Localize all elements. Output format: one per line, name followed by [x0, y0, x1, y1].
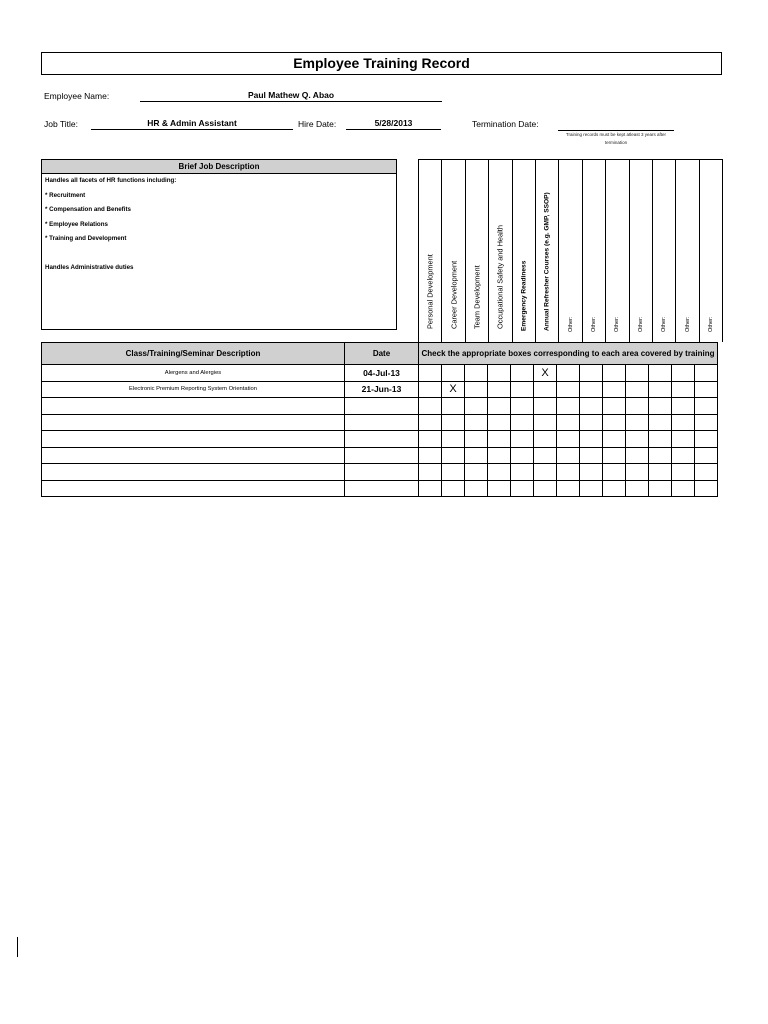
check-cell[interactable] [580, 398, 603, 415]
check-cell[interactable] [626, 464, 649, 481]
category-header [675, 159, 699, 342]
check-cell[interactable] [695, 381, 718, 398]
check-cell[interactable] [488, 398, 511, 415]
check-cell[interactable] [419, 414, 442, 431]
training-description-cell[interactable] [42, 464, 345, 481]
check-cell[interactable] [419, 381, 442, 398]
job-description-line: * Training and Development [45, 235, 127, 242]
check-cell[interactable] [511, 365, 534, 382]
check-cell[interactable]: X [534, 365, 557, 382]
check-cell[interactable]: X [442, 381, 465, 398]
termination-date-label: Termination Date: [472, 119, 539, 129]
check-cell[interactable] [442, 480, 465, 497]
check-cell[interactable] [580, 447, 603, 464]
job-description-line: * Employee Relations [45, 220, 108, 228]
check-cell[interactable] [534, 447, 557, 464]
check-cell[interactable] [672, 464, 695, 481]
retention-note: Training records must be kept atleast 3 years after termination [565, 132, 667, 145]
check-cell[interactable] [511, 414, 534, 431]
check-cell[interactable] [488, 431, 511, 448]
table-row [42, 464, 718, 481]
check-cell[interactable] [695, 464, 718, 481]
check-cell[interactable] [649, 398, 672, 415]
category-label: Other: [614, 316, 621, 332]
table-row [42, 365, 718, 382]
check-cell[interactable] [580, 381, 603, 398]
check-cell[interactable] [465, 464, 488, 481]
check-cell[interactable] [488, 447, 511, 464]
training-description-cell[interactable]: Alergens and Alergies [42, 365, 345, 382]
check-cell[interactable] [580, 414, 603, 431]
category-label: Career Development [449, 260, 459, 329]
check-cell[interactable] [626, 365, 649, 382]
check-cell[interactable] [534, 414, 557, 431]
check-cell[interactable] [672, 431, 695, 448]
check-cell[interactable] [649, 447, 672, 464]
job-description-line: * Compensation and Benefits [45, 206, 131, 213]
check-cell[interactable] [603, 365, 626, 382]
training-date-cell[interactable] [345, 480, 419, 497]
date-column-header: Date [345, 343, 419, 365]
check-cell[interactable] [488, 480, 511, 497]
category-header [582, 159, 606, 342]
table-row [42, 414, 718, 431]
check-cell[interactable] [626, 447, 649, 464]
training-date-cell[interactable] [345, 464, 419, 481]
check-cell[interactable] [419, 480, 442, 497]
job-description-line: Handles all facets of HR functions including: [45, 177, 177, 184]
check-cell[interactable] [557, 431, 580, 448]
category-header [629, 159, 653, 342]
category-label: Other: [637, 316, 644, 332]
check-cell[interactable] [419, 464, 442, 481]
job-description-line [42, 249, 396, 264]
category-label: Other: [661, 316, 668, 332]
check-cell[interactable] [626, 480, 649, 497]
check-cell[interactable] [511, 464, 534, 481]
check-cell[interactable] [419, 431, 442, 448]
employee-name-field[interactable]: Paul Mathew Q. Abao [140, 89, 442, 102]
category-header [441, 159, 465, 342]
check-cell[interactable] [649, 480, 672, 497]
check-cell[interactable] [672, 398, 695, 415]
check-cell[interactable] [626, 381, 649, 398]
training-description-cell[interactable]: Electronic Premium Reporting System Orientation [42, 381, 345, 398]
check-cell[interactable] [626, 414, 649, 431]
category-label: Other: [684, 316, 691, 332]
job-title-label: Job Title: [44, 119, 79, 129]
category-label: Other: [707, 316, 714, 332]
check-cell[interactable] [534, 381, 557, 398]
check-cell[interactable] [557, 480, 580, 497]
category-header [512, 159, 536, 342]
check-cell[interactable] [649, 365, 672, 382]
check-cell[interactable] [695, 447, 718, 464]
check-cell[interactable] [557, 414, 580, 431]
table-row [42, 447, 718, 464]
category-label: Occupational Safety and Health [495, 225, 505, 329]
check-cell[interactable] [465, 398, 488, 415]
table-row [42, 431, 718, 448]
check-cell[interactable] [672, 480, 695, 497]
table-row [42, 398, 718, 415]
check-cell[interactable] [649, 464, 672, 481]
check-cell[interactable] [511, 431, 534, 448]
employee-name-label: Employee Name: [44, 91, 110, 101]
category-header [605, 159, 629, 342]
category-label: Annual Refresher Courses (e.g. GMP, SSOP) [543, 192, 551, 331]
check-cell[interactable] [419, 447, 442, 464]
check-cell[interactable] [511, 381, 534, 398]
category-header [652, 159, 676, 342]
job-description-line: Handles Administrative duties [45, 264, 134, 271]
check-cell[interactable] [488, 414, 511, 431]
check-cell[interactable] [580, 480, 603, 497]
check-cell[interactable] [672, 414, 695, 431]
check-cell[interactable] [695, 414, 718, 431]
hire-date-field[interactable]: 5/28/2013 [346, 117, 441, 130]
desc-column-header: Class/Training/Seminar Description [42, 343, 345, 365]
check-cell[interactable] [534, 480, 557, 497]
check-cell[interactable] [557, 381, 580, 398]
check-cell[interactable] [465, 381, 488, 398]
check-cell[interactable] [488, 464, 511, 481]
check-cell[interactable] [465, 447, 488, 464]
category-label: Personal Development [425, 254, 435, 329]
training-date-cell[interactable] [345, 414, 419, 431]
check-cell[interactable] [672, 447, 695, 464]
check-cell[interactable] [534, 431, 557, 448]
termination-date-field[interactable] [558, 118, 674, 131]
check-cell[interactable] [695, 431, 718, 448]
check-cell[interactable] [465, 431, 488, 448]
check-cell[interactable] [419, 365, 442, 382]
job-title-field[interactable]: HR & Admin Assistant [91, 117, 293, 130]
check-cell[interactable] [649, 381, 672, 398]
check-cell[interactable] [626, 431, 649, 448]
check-cell[interactable] [695, 365, 718, 382]
check-cell[interactable] [465, 365, 488, 382]
check-cell[interactable] [442, 431, 465, 448]
training-description-cell[interactable] [42, 398, 345, 415]
check-cell[interactable] [557, 398, 580, 415]
category-header [418, 159, 442, 342]
check-column-header: Check the appropriate boxes corresponding to each area covered by training [419, 343, 718, 365]
check-cell[interactable] [419, 398, 442, 415]
text-cursor [17, 937, 18, 957]
training-date-cell[interactable] [345, 431, 419, 448]
category-label: Team Development [472, 265, 482, 329]
category-header [699, 159, 723, 342]
training-date-cell[interactable] [345, 447, 419, 464]
job-description-line: * Recruitment [45, 191, 86, 199]
check-cell[interactable] [511, 398, 534, 415]
check-cell[interactable] [557, 447, 580, 464]
check-cell[interactable] [603, 431, 626, 448]
check-cell[interactable] [695, 480, 718, 497]
page-title: Employee Training Record [41, 52, 722, 75]
training-description-cell[interactable] [42, 480, 345, 497]
check-cell[interactable] [603, 381, 626, 398]
check-cell[interactable] [465, 480, 488, 497]
check-cell[interactable] [603, 398, 626, 415]
training-description-cell[interactable] [42, 447, 345, 464]
check-cell[interactable] [465, 414, 488, 431]
check-cell[interactable] [580, 365, 603, 382]
category-label: Other: [590, 316, 597, 332]
check-cell[interactable] [626, 398, 649, 415]
check-cell[interactable] [488, 381, 511, 398]
check-cell[interactable] [672, 365, 695, 382]
training-description-cell[interactable] [42, 431, 345, 448]
category-label: Other: [567, 316, 574, 332]
category-header [465, 159, 489, 342]
check-cell[interactable] [534, 464, 557, 481]
check-cell[interactable] [649, 431, 672, 448]
check-cell[interactable] [603, 464, 626, 481]
check-cell[interactable] [603, 414, 626, 431]
check-cell[interactable] [442, 447, 465, 464]
check-cell[interactable] [511, 480, 534, 497]
job-description-box [41, 159, 397, 330]
training-date-cell[interactable] [345, 398, 419, 415]
check-cell[interactable] [557, 365, 580, 382]
check-cell[interactable] [488, 365, 511, 382]
training-table [41, 342, 718, 497]
category-label: Emergency Readiness [520, 260, 528, 331]
training-date-cell[interactable]: 04-Jul-13 [345, 365, 419, 382]
check-cell[interactable] [695, 398, 718, 415]
hire-date-label: Hire Date: [298, 119, 337, 129]
table-row [42, 381, 718, 398]
category-header [535, 159, 559, 342]
check-cell[interactable] [442, 464, 465, 481]
table-row [42, 480, 718, 497]
check-cell[interactable] [442, 414, 465, 431]
check-cell[interactable] [534, 398, 557, 415]
check-cell[interactable] [511, 447, 534, 464]
category-header [558, 159, 582, 342]
check-cell[interactable] [442, 398, 465, 415]
training-description-cell[interactable] [42, 414, 345, 431]
check-cell[interactable] [672, 381, 695, 398]
category-header [488, 159, 512, 342]
job-description-header: Brief Job Description [42, 160, 396, 174]
check-cell[interactable] [649, 414, 672, 431]
check-cell[interactable] [557, 464, 580, 481]
training-date-cell[interactable]: 21-Jun-13 [345, 381, 419, 398]
check-cell[interactable] [580, 431, 603, 448]
check-cell[interactable] [580, 464, 603, 481]
check-cell[interactable] [603, 480, 626, 497]
check-cell[interactable] [603, 447, 626, 464]
check-cell[interactable] [442, 365, 465, 382]
